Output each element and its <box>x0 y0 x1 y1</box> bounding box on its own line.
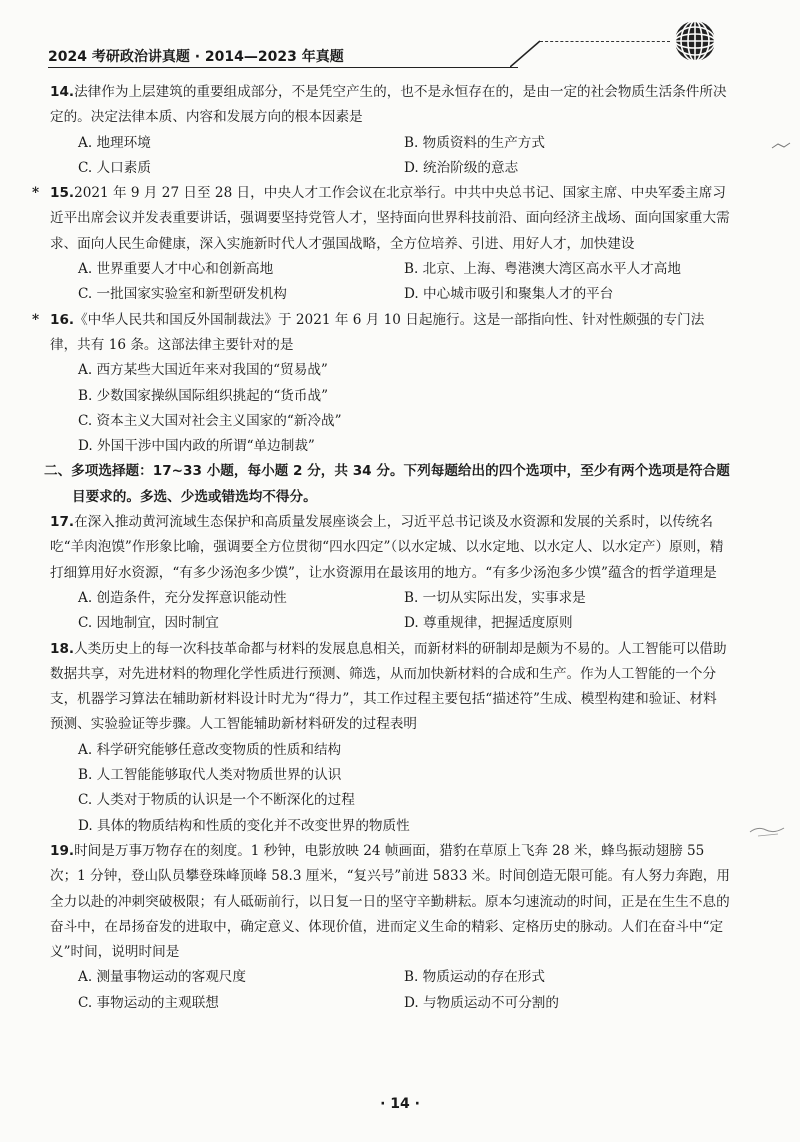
pencil-mark-icon <box>770 140 792 152</box>
header-dashed-rule <box>540 41 670 42</box>
answer-option[interactable]: D. 具体的物质结构和性质的变化并不改变世界的物质性 <box>78 817 410 834</box>
answer-option[interactable]: B. 一切从实际出发，实事求是 <box>404 589 586 606</box>
answer-option[interactable]: B. 物质运动的存在形式 <box>404 969 545 986</box>
answer-option[interactable]: C. 人口素质 <box>78 159 151 176</box>
question-text: 在深入推动黄河流域生态保护和高质量发展座谈会上，习近平总书记谈及水资源和发展的关系时，以传统名吃“羊肉泡馍”作形象比喻，强调要全方位贯彻“四水四定”（以水定城、以水定地、以水定人、以水定产）原则，精打细算用好水资源，“有多少汤泡多少馍”，让水资源用在最该用的地方。“有多少汤泡多少馍”蕴含的哲学道理是 <box>50 514 724 581</box>
answer-option[interactable]: A. 创造条件，充分发挥意识能动性 <box>78 589 287 606</box>
page-number: · 14 · <box>380 1096 420 1112</box>
answer-option[interactable]: A. 测量事物运动的客观尺度 <box>78 969 246 986</box>
answer-option[interactable]: D. 尊重规律，把握适度原则 <box>404 615 573 632</box>
header-rule <box>48 67 518 68</box>
answer-options <box>50 131 730 182</box>
answer-option[interactable]: C. 资本主义大国对社会主义国家的“新冷战” <box>78 412 342 429</box>
answer-options <box>50 965 730 1016</box>
question-stem <box>50 510 730 586</box>
header-title: 2024 考研政治讲真题 · 2014—2023 年真题 <box>48 49 344 65</box>
globe-logo-icon <box>672 18 718 64</box>
question-number: 19. <box>50 842 75 859</box>
question-content <box>32 80 730 1016</box>
question-item <box>50 839 730 1016</box>
question-stem <box>50 181 730 257</box>
question-text: 时间是万事万物存在的刻度。1 秒钟，电影放映 24 帧画面，猎豹在草原上飞奔 28 米，蜂鸟振动翅膀 55 次；1 分钟，登山队员攀登珠峰顶峰 58.3 厘米，“复兴号”前进 5833 米。时间创造无限可能。有人努力奔跑，用全力以赴的冲刺突破极限；有人砥砺前行，以日复一日的坚守辛勤耕耘。原本匀速流动的时间，正是在生生不息的奋斗中，在昂扬奋发的进取中，确定意义、体现价值，进而定义生命的精彩、定格历史的脉动。人们在奋斗中“定义”时间，说明时间是 <box>50 842 730 961</box>
answer-option[interactable]: A. 西方某些大国近年来对我国的“贸易战” <box>78 362 328 379</box>
answer-option[interactable]: A. 科学研究能够任意改变物质的性质和结构 <box>78 741 342 758</box>
question-stem <box>50 637 730 738</box>
answer-options <box>50 738 730 839</box>
answer-options <box>50 257 730 308</box>
question-stem <box>50 308 730 359</box>
question-number: 16. <box>50 311 75 328</box>
question-item <box>32 308 730 460</box>
margin-scribble-icon <box>748 820 788 840</box>
answer-option[interactable]: B. 人工智能能够取代人类对物质世界的认识 <box>78 767 342 784</box>
answer-option[interactable]: A. 世界重要人才中心和创新高地 <box>78 261 274 278</box>
question-item <box>50 510 730 636</box>
answer-option[interactable]: D. 外国干涉中国内政的所谓“单边制裁” <box>78 438 315 455</box>
answer-option[interactable]: B. 北京、上海、粤港澳大湾区高水平人才高地 <box>404 261 681 278</box>
question-item <box>50 80 730 181</box>
answer-option[interactable]: C. 一批国家实验室和新型研发机构 <box>78 286 287 303</box>
header-slant-line <box>510 38 544 68</box>
question-number: 14. <box>50 84 75 100</box>
answer-option[interactable]: D. 统治阶级的意志 <box>404 159 519 176</box>
answer-option[interactable]: B. 少数国家操纵国际组织挑起的“货币战” <box>78 387 329 404</box>
answer-options <box>50 586 730 637</box>
question-number: 17. <box>50 514 75 531</box>
answer-option[interactable]: C. 因地制宜，因时制宜 <box>78 615 219 632</box>
current-affairs-star-marker: * <box>32 311 40 328</box>
section-heading: 二、多项选择题：17~33 小题，每小题 2 分，共 34 分。下列每题给出的四个选项中，至少有两个选项是符合题目要求的。多选、少选或错选均不得分。 <box>44 463 730 505</box>
answer-option[interactable]: C. 事物运动的主观联想 <box>78 994 219 1011</box>
answer-option[interactable]: A. 地理环境 <box>78 134 151 151</box>
answer-options <box>50 358 730 459</box>
question-number: 18. <box>50 640 75 657</box>
question-item <box>32 181 730 307</box>
running-header <box>48 40 688 70</box>
question-number: 15. <box>50 185 75 202</box>
question-text: 2021 年 9 月 27 日至 28 日，中央人才工作会议在北京举行。中共中央总书记、国家主席、中央军委主席习近平出席会议并发表重要讲话，强调要坚持党管人才，坚持面向世界科技前沿、面向经济主战场、面向国家重大需求、面向人民生命健康，深入实施新时代人才强国战略，全方位培养、引进、用好人才，加快建设 <box>50 185 730 252</box>
answer-option[interactable]: B. 物质资料的生产方式 <box>404 134 545 151</box>
answer-option[interactable]: C. 人类对于物质的认识是一个不断深化的过程 <box>78 792 355 809</box>
answer-option[interactable]: D. 中心城市吸引和聚集人才的平台 <box>404 286 614 303</box>
question-item <box>50 637 730 839</box>
question-text: 法律作为上层建筑的重要组成部分，不是凭空产生的，也不是永恒存在的，是由一定的社会物质生活条件所决定的。决定法律本质、内容和发展方向的根本因素是 <box>50 84 727 126</box>
current-affairs-star-marker: * <box>32 185 40 202</box>
answer-option[interactable]: D. 与物质运动不可分割的 <box>404 994 559 1011</box>
question-stem <box>50 839 730 965</box>
question-stem <box>50 80 730 131</box>
question-text: 人类历史上的每一次科技革命都与材料的发展息息相关，而新材料的研制却是颇为不易的。人工智能可以借助数据共享，对先进材料的物理化学性质进行预测、筛选，从而加快新材料的合成和生产。作为人工智能的一个分支，机器学习算法在辅助新材料设计时尤为“得力”，其工作过程主要包括“描述符”生成、模型构建和验证、材料预测、实验验证等步骤。人工智能辅助新材料研发的过程表明 <box>50 640 727 733</box>
question-text: 《中华人民共和国反外国制裁法》于 2021 年 6 月 10 日起施行。这是一部指向性、针对性颇强的专门法律，共有 16 条。这部法律主要针对的是 <box>50 311 705 353</box>
